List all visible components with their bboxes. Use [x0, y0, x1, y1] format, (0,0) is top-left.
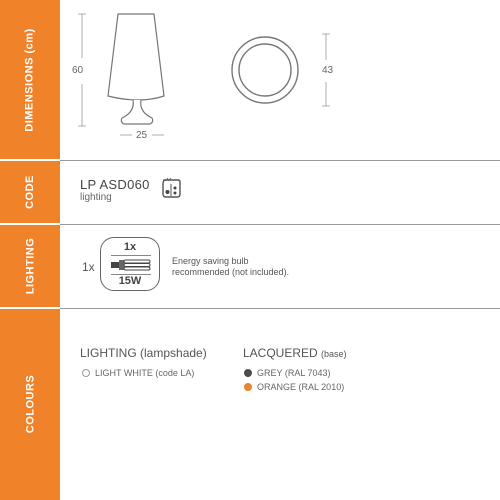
- bulb-quantity: 1x: [123, 241, 137, 253]
- separator-notch: [0, 223, 60, 225]
- energy-saving-bulb-icon: [109, 256, 153, 274]
- width-value: 25: [136, 130, 148, 141]
- light-white-swatch: [82, 369, 90, 377]
- lamp-top-view: [232, 37, 298, 103]
- bulb-description-line2: recommended (not included).: [172, 267, 290, 277]
- section-label-lighting: [0, 224, 60, 308]
- bulb-spec-box: [100, 237, 160, 291]
- dimension-drawings: [60, 0, 500, 160]
- separator-notch: [0, 307, 60, 309]
- lamp-side-view: [108, 14, 164, 124]
- dimensions-label: DIMENSIONS (cm): [24, 28, 36, 132]
- base-colour-label: GREY (RAL 7043): [257, 368, 331, 378]
- code-label: CODE: [24, 175, 36, 209]
- grey-swatch: [244, 369, 252, 377]
- bulb-wattage: 15W: [118, 275, 142, 287]
- base-colour-item: [244, 368, 331, 378]
- separator-notch: [0, 159, 60, 161]
- bulb-description-line1: Energy saving bulb: [172, 256, 249, 266]
- lampshade-colour-label: LIGHT WHITE (code LA): [95, 368, 195, 378]
- base-colour-label: ORANGE (RAL 2010): [257, 382, 345, 392]
- base-colour-item: [244, 382, 344, 392]
- bulb-description: [172, 256, 289, 278]
- diameter-value: 43: [322, 65, 334, 76]
- orange-swatch: [244, 383, 252, 391]
- section-label-dimensions: [0, 0, 60, 160]
- ip-rating-icon: [160, 177, 182, 199]
- colours-label: COLOURS: [24, 374, 36, 434]
- section-label-code: [0, 160, 60, 224]
- lighting-label: LIGHTING: [24, 237, 36, 295]
- height-value: 60: [72, 65, 84, 76]
- product-category: lighting: [80, 192, 112, 203]
- separator: [0, 308, 500, 309]
- separator: [0, 224, 500, 225]
- product-code: LP ASD060: [80, 177, 150, 192]
- lampshade-heading-sub: (lampshade): [140, 346, 207, 360]
- base-heading-sub: (base): [321, 349, 347, 359]
- lampshade-heading-main: LIGHTING: [80, 346, 137, 360]
- section-label-colours: [0, 308, 60, 500]
- separator: [0, 160, 500, 161]
- lampshade-heading: [80, 346, 207, 360]
- base-heading-main: LACQUERED: [243, 346, 318, 360]
- lampshade-colour-item: [82, 368, 194, 378]
- base-heading: [243, 346, 347, 360]
- bulb-count: 1x: [82, 260, 95, 274]
